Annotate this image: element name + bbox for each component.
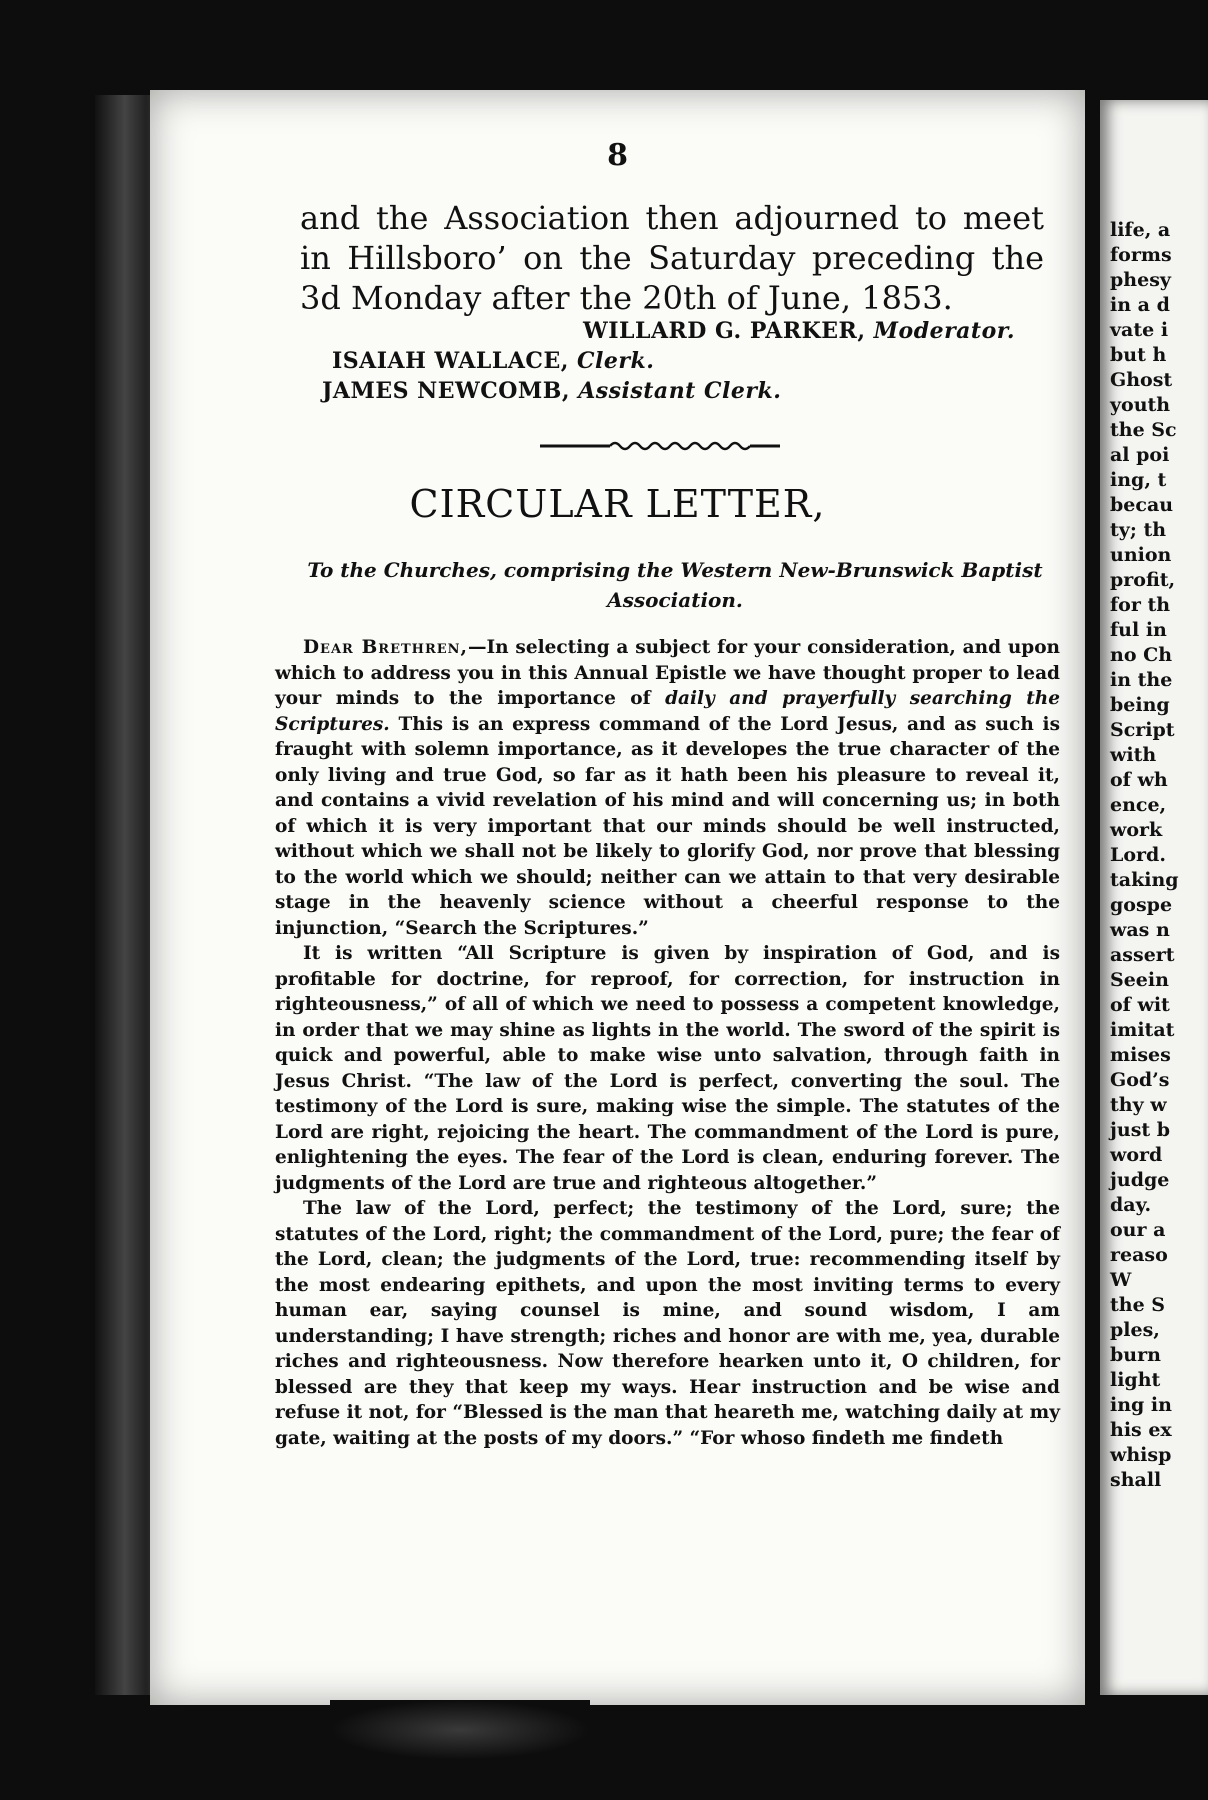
adjacent-page-line: reaso — [1110, 1244, 1168, 1266]
paragraph-1-text-a: —In selecting a subject for your consideration, and upon which to address you in this Annual Epistle we have thought proper to lead your minds to the importance of — [275, 637, 1060, 709]
page-number: 8 — [607, 138, 628, 173]
adjacent-page-line: his ex — [1110, 1419, 1172, 1441]
adjacent-page-line: Script — [1110, 719, 1175, 741]
adjacent-page-line: but h — [1110, 344, 1167, 366]
adjacent-page-line: in a d — [1110, 294, 1170, 316]
adjacent-page-line: Ghost — [1110, 369, 1173, 391]
moderator-role: Moderator. — [873, 318, 1015, 344]
clerk-signature — [332, 348, 654, 374]
adjacent-page-line: imitat — [1110, 1019, 1175, 1041]
assistant-clerk-role: Assistant Clerk. — [578, 378, 782, 404]
adjacent-page-line: youth — [1110, 394, 1171, 416]
adjacent-page-line: for th — [1110, 594, 1171, 616]
adjacent-page-line: ence, — [1110, 794, 1167, 816]
adjacent-page-line: life, a — [1110, 219, 1171, 241]
adjacent-page-line: vate i — [1110, 319, 1169, 341]
scan-bottom-shadow — [330, 1700, 590, 1760]
adjacent-page-line: with — [1110, 744, 1157, 766]
adjacent-page-line: shall — [1110, 1469, 1162, 1491]
letter-body — [275, 635, 1060, 1451]
ornamental-rule — [540, 436, 780, 456]
adjacent-page-line: work — [1110, 819, 1163, 841]
adjacent-page-line: gospe — [1110, 894, 1173, 916]
adjacent-page-line: whisp — [1110, 1444, 1172, 1466]
adjacent-page-line: burn — [1110, 1344, 1161, 1366]
adjacent-page-line: no Ch — [1110, 644, 1173, 666]
adjacent-page-line: W — [1110, 1269, 1132, 1291]
paragraph-1-text-b: This is an express command of the Lord Jesus, and as such is fraught with solemn importance, as it developes the true character of the only living and true God, so far as it hath been his pleasure to reveal it, and contains a vivid revelation of his mind and will concerning us; in both of which it is very important that our minds should be well instructed, without which we shall not be likely to glorify God, nor prove that blessing to the world which we should; neither can we attain to that very desirable stage in the heavenly science without a cheerful response to the injunction, “Search the Scriptures.” — [275, 713, 1060, 939]
adjacent-page-line: thy w — [1110, 1094, 1167, 1116]
adjacent-page-line: assert — [1110, 944, 1175, 966]
adjacent-page-line: becau — [1110, 494, 1174, 516]
opening-paragraph: and the Association then adjourned to meet in Hillsboro’ on the Saturday preceding the 3d Monday after the 20th of June, 1853. — [300, 199, 1044, 317]
adjacent-page-line: of wh — [1110, 769, 1168, 791]
adjacent-page-line: Seein — [1110, 969, 1169, 991]
book-page — [150, 90, 1085, 1705]
adjacent-page-line: our a — [1110, 1219, 1166, 1241]
letter-paragraph-2: It is written “All Scripture is given by inspiration of God, and is profitable for doctrine, for reproof, for correction, for instruction in righteousness,” of all of which we need to possess a competent knowledge, in order that we may shine as lights in the world. The sword of the spirit is quick and powerful, able to make wise unto salvation, through faith in Jesus Christ. “The law of the Lord is perfect, converting the soul. The testimony of the Lord is sure, making wise the simple. The statutes of the Lord are right, rejoicing the heart. The commandment of the Lord is pure, enlightening the eyes. The fear of the Lord is clean, enduring forever. The judgments of the Lord are true and righteous altogether.” — [275, 943, 1060, 1194]
adjacent-page-line: day. — [1110, 1194, 1152, 1216]
adjacent-page-line: was n — [1110, 919, 1170, 941]
adjacent-page-line: ty; th — [1110, 519, 1167, 541]
adjacent-page-line: Lord. — [1110, 844, 1166, 866]
adjacent-page-fragment — [1100, 100, 1208, 1695]
adjacent-page-line: ples, — [1110, 1319, 1160, 1341]
adjacent-page-line: taking — [1110, 869, 1179, 891]
clerk-role: Clerk. — [577, 348, 655, 374]
adjacent-page-line: judge — [1110, 1169, 1170, 1191]
letter-address: To the Churches, comprising the Western New-Brunswick Baptist Association. — [307, 558, 1043, 612]
moderator-name: WILLARD G. PARKER, — [583, 318, 866, 344]
adjacent-page-line: light — [1110, 1369, 1161, 1391]
adjacent-page-line: God’s — [1110, 1069, 1170, 1091]
adjacent-page-line: word — [1110, 1144, 1163, 1166]
adjacent-page-line: mises — [1110, 1044, 1171, 1066]
adjacent-page-line: union — [1110, 544, 1172, 566]
assistant-clerk-name: JAMES NEWCOMB, — [322, 378, 571, 404]
adjacent-page-line: ing in — [1110, 1394, 1172, 1416]
adjacent-page-line: al poi — [1110, 444, 1170, 466]
adjacent-page-line: of wit — [1110, 994, 1170, 1016]
circular-letter-heading: CIRCULAR LETTER, — [409, 482, 826, 526]
adjacent-page-line: the Sc — [1110, 419, 1177, 441]
letter-paragraph-3: The law of the Lord, perfect; the testimony of the Lord, sure; the statutes of the Lord, right; the commandment of the Lord, pure; the fear of the Lord, clean; the judgments of the Lord, true: recommending itself by the most endearing epithets, and upon the most inviting terms to every human ear, saying counsel is mine, and sound wisdom, I am understanding; I have strength; riches and honor are with me, yea, durable riches and righteousness. Now therefore hearken unto it, O children, for blessed are they that keep my ways. Hear instruction and be wise and refuse it not, for “Blessed is the man that heareth me, watching daily at my gate, waiting at the posts of my doors.” “For whoso findeth me findeth — [275, 1198, 1060, 1449]
salutation: Dear Brethren, — [303, 637, 468, 658]
adjacent-page-line: just b — [1110, 1119, 1171, 1141]
clerk-name: ISAIAH WALLACE, — [332, 348, 569, 374]
letter-paragraph-1 — [275, 635, 1060, 941]
adjacent-page-line: being — [1110, 694, 1170, 716]
adjacent-page-line: phesy — [1110, 269, 1171, 291]
assistant-clerk-signature — [322, 378, 781, 404]
adjacent-page-line: forms — [1110, 244, 1172, 266]
adjacent-page-line: the S — [1110, 1294, 1166, 1316]
paragraph-1-emphasis: daily and prayerfully searching the Scriptures. — [275, 688, 1060, 735]
adjacent-page-lines — [1100, 218, 1179, 1493]
adjacent-page-line: ful in — [1110, 619, 1167, 641]
adjacent-page-line: ing, t — [1110, 469, 1167, 491]
adjacent-page-line: profit, — [1110, 569, 1176, 591]
adjacent-page-line: in the — [1110, 669, 1173, 691]
moderator-signature — [583, 318, 1015, 344]
